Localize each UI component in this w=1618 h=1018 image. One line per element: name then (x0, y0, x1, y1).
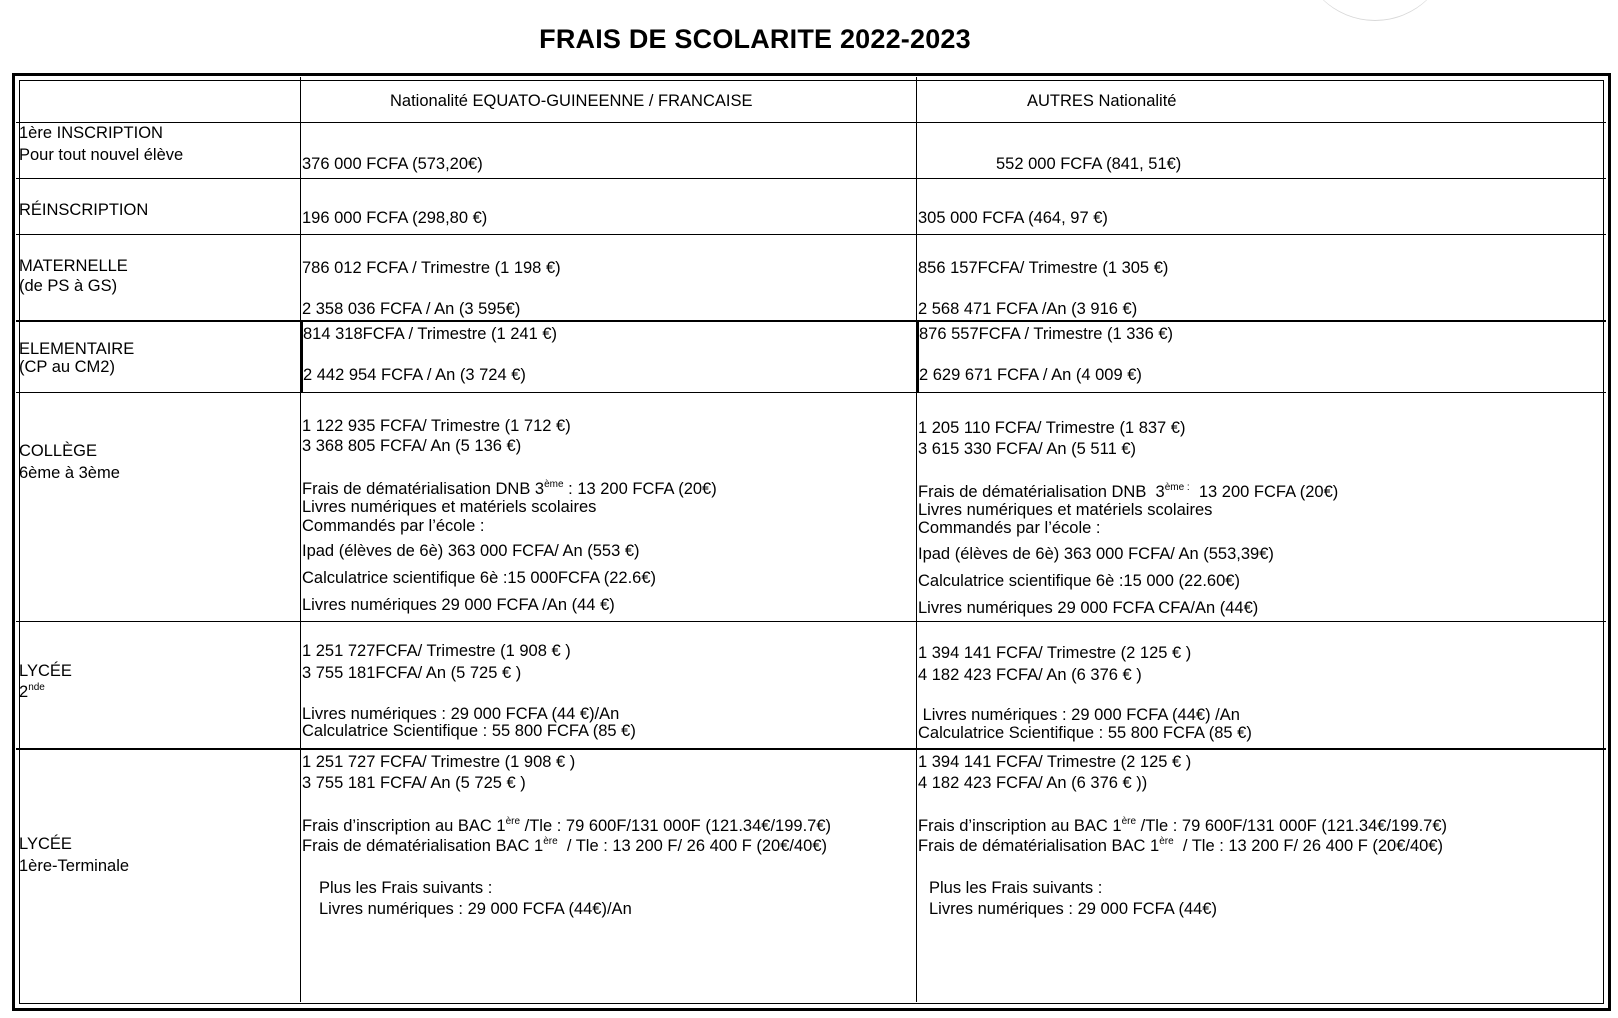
fee-value: 1 251 727 FCFA/ Trimestre (1 908 € ) (302, 753, 576, 771)
fee-value: 196 000 FCFA (298,80 €) (302, 209, 488, 227)
fee-value: 2 568 471 FCFA /An (3 916 €) (918, 300, 1138, 318)
row-label-sub: Pour tout nouvel élève (19, 146, 184, 164)
fee-line-bac: Frais d’inscription au BAC 1ère /Tle : 79 600F/131 000F (121.34€/199.7€) (918, 816, 1448, 835)
fee-note: Plus les Frais suivants : (319, 879, 493, 897)
fee-value: 814 318FCFA / Trimestre (1 241 €) (303, 325, 558, 343)
fee-note: Plus les Frais suivants : (929, 879, 1103, 897)
fee-note: Livres numériques et matériels scolaires (918, 501, 1213, 519)
row-label-sub: 6ème à 3ème (19, 464, 120, 482)
fee-value: 2 442 954 FCFA / An (3 724 €) (303, 366, 526, 384)
fee-value: Ipad (élèves de 6è) 363 000 FCFA/ An (553 €) (302, 542, 640, 560)
fee-value: 305 000 FCFA (464, 97 €) (918, 209, 1108, 227)
fee-line-bac: Frais de dématérialisation BAC 1ère / Tle : 13 200 F/ 26 400 F (20€/40€) (302, 836, 828, 855)
row-label: LYCÉE (19, 662, 72, 680)
fee-value: 1 394 141 FCFA/ Trimestre (2 125 € ) (918, 644, 1192, 662)
header-col-autres: AUTRES Nationalité (1027, 92, 1177, 110)
fee-value: Calculatrice scientifique 6è :15 000 (22.60€) (918, 572, 1240, 590)
page-title: FRAIS DE SCOLARITE 2022-2023 (539, 24, 971, 54)
row-divider (16, 122, 1606, 123)
fee-value: 2 358 036 FCFA / An (3 595€) (302, 300, 521, 318)
row-divider (16, 392, 1606, 393)
row-divider (16, 748, 1606, 750)
row-label-sub: 2nde (19, 682, 45, 701)
row-label: LYCÉE (19, 835, 72, 853)
fee-value: 2 629 671 FCFA / An (4 009 €) (919, 366, 1142, 384)
fee-value: Livres numériques 29 000 FCFA /An (44 €) (302, 596, 615, 614)
fee-value: 4 182 423 FCFA/ An (6 376 € ) (918, 666, 1142, 684)
row-divider (16, 178, 1606, 179)
column-divider (916, 77, 917, 1002)
fee-value: 3 755 181FCFA/ An (5 725 € ) (302, 664, 522, 682)
fee-note: Commandés par l’école : (918, 519, 1101, 537)
fee-value: 3 368 805 FCFA/ An (5 136 €) (302, 437, 522, 455)
decorative-arc (1300, 0, 1450, 21)
fee-value: Calculatrice Scientifique : 55 800 FCFA (85 €) (302, 722, 636, 740)
fees-table (12, 73, 1611, 1011)
fee-value: 876 557FCFA / Trimestre (1 336 €) (919, 325, 1174, 343)
fee-value: Calculatrice Scientifique : 55 800 FCFA (85 €) (918, 724, 1252, 742)
row-label: ELEMENTAIRE (19, 340, 135, 358)
fee-value: Livres numériques : 29 000 FCFA (44 €)/An (302, 705, 620, 723)
fee-value: 1 122 935 FCFA/ Trimestre (1 712 €) (302, 417, 571, 435)
fee-value: Livres numériques : 29 000 FCFA (44€) (929, 900, 1217, 918)
fee-value: Calculatrice scientifique 6è :15 000FCFA (22.6€) (302, 569, 657, 587)
fee-value: 856 157FCFA/ Trimestre (1 305 €) (918, 259, 1169, 277)
fee-value: Livres numériques : 29 000 FCFA (44€) /An (918, 706, 1240, 724)
row-label-sub: (CP au CM2) (19, 358, 115, 376)
header-col-equato-francaise: Nationalité EQUATO-GUINEENNE / FRANCAISE (390, 92, 753, 110)
fee-value: 3 615 330 FCFA/ An (5 511 €) (918, 440, 1136, 458)
row-label: COLLÈGE (19, 442, 97, 460)
row-label: 1ère INSCRIPTION (19, 124, 163, 142)
fee-value: 786 012 FCFA / Trimestre (1 198 €) (302, 259, 561, 277)
row-label: MATERNELLE (19, 257, 128, 275)
fee-line-dnb: Frais de dématérialisation DNB 3ème : 13 200 FCFA (20€) (302, 479, 717, 498)
fee-value: 1 251 727FCFA/ Trimestre (1 908 € ) (302, 642, 571, 660)
row-divider (16, 621, 1606, 622)
fee-line-bac: Frais de dématérialisation BAC 1ère / Tle : 13 200 F/ 26 400 F (20€/40€) (918, 836, 1444, 855)
column-divider (300, 77, 301, 1002)
fee-note: Livres numériques et matériels scolaires (302, 498, 597, 516)
fee-value: 1 394 141 FCFA/ Trimestre (2 125 € ) (918, 753, 1192, 771)
fee-value: 1 205 110 FCFA/ Trimestre (1 837 €) (918, 419, 1186, 437)
fee-value: 3 755 181 FCFA/ An (5 725 € ) (302, 774, 526, 792)
fee-note: Commandés par l’école : (302, 517, 485, 535)
row-label-sub: (de PS à GS) (19, 277, 118, 295)
row-label: RÉINSCRIPTION (19, 201, 149, 219)
fee-value: Livres numériques : 29 000 FCFA (44€)/An (319, 900, 632, 918)
fee-line-bac: Frais d’inscription au BAC 1ère /Tle : 79 600F/131 000F (121.34€/199.7€) (302, 816, 832, 835)
fee-value: 552 000 FCFA (841, 51€) (996, 155, 1182, 173)
row-divider (16, 320, 1606, 322)
fee-value: Ipad (élèves de 6è) 363 000 FCFA/ An (553,39€) (918, 545, 1274, 563)
row-divider (16, 234, 1606, 235)
row-label-sub: 1ère-Terminale (19, 857, 130, 875)
fee-line-dnb: Frais de dématérialisation DNB $3^{ème :}$ 13 200 FCFA (20€) (918, 482, 1339, 501)
fee-value: 376 000 FCFA (573,20€) (302, 155, 483, 173)
fee-value: Livres numériques 29 000 FCFA CFA/An (44€) (918, 599, 1259, 617)
fee-value: 4 182 423 FCFA/ An (6 376 € )) (918, 774, 1148, 792)
